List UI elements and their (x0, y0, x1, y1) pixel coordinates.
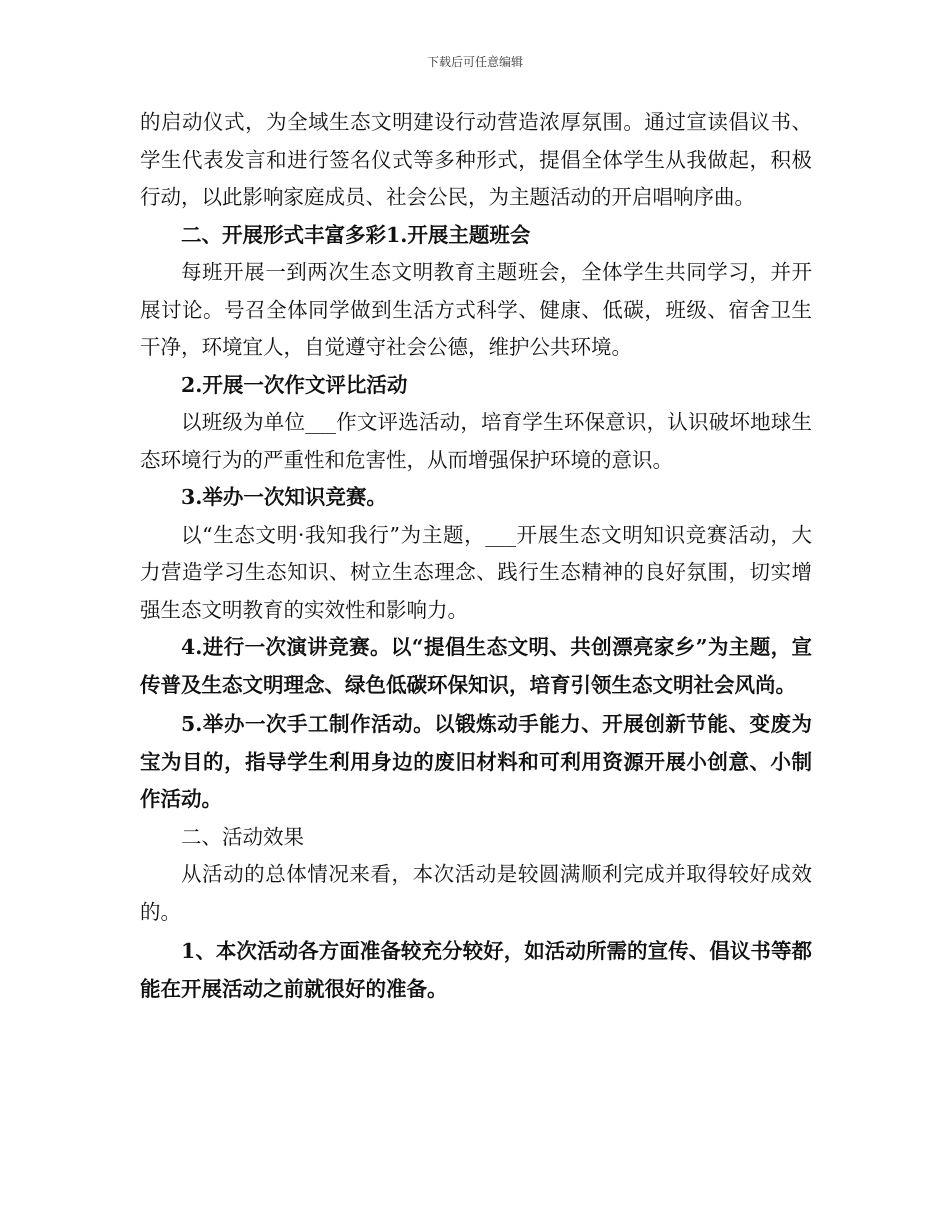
paragraph-handicraft-activity: 5.举办一次手工制作活动。以锻炼动手能力、开展创新节能、变废为宝为目的，指导学生利用身边的废旧材料和可利用资源开展小创意、小制作活动。 (140, 712, 812, 811)
paragraph-class-meeting: 每班开展一到两次生态文明教育主题班会，全体学生共同学习，并开展讨论。号召全体同学做到生活方式科学、健康、低碳，班级、宿舍卫生干净，环境宜人，自觉遵守社会公德，维护公共环境。 (140, 260, 812, 359)
subheading-essay-contest: 2.开展一次作文评比活动 (181, 372, 408, 397)
document-body (140, 104, 812, 1008)
section-heading-forms: 二、开展形式丰富多彩1.开展主题班会 (181, 222, 531, 247)
page-header-note: 下载后可任意编辑 (426, 55, 523, 69)
paragraph-speech-contest: 4.进行一次演讲竞赛。以“提倡生态文明、共创漂亮家乡”为主题，宣传普及生态文明理念、绿色低碳环保知识，培育引领生态文明社会风尚。 (140, 635, 812, 697)
subheading-knowledge-contest: 3.举办一次知识竞赛。 (181, 485, 387, 509)
section-heading-effects: 二、活动效果 (181, 824, 304, 849)
paragraph-knowledge-contest: 以“生态文明·我知我行”为主题，___开展生态文明知识竞赛活动，大力营造学习生态知识、树立生态理念、践行生态精神的良好氛围，切实增强生态文明教育的实效性和影响力。 (140, 522, 812, 622)
paragraph-preparation: 1、本次活动各方面准备较充分较好，如活动所需的宣传、倡议书等都能在开展活动之前就很好的准备。 (140, 939, 812, 1001)
paragraph-opening-ceremony: 的启动仪式，为全域生态文明建设行动营造浓厚氛围。通过宣读倡议书、学生代表发言和进行签名仪式等多种形式，提倡全体学生从我做起，积极行动，以此影响家庭成员、社会公民，为主题活动的开启唱响序曲。 (140, 110, 812, 209)
paragraph-overall-effect: 从活动的总体情况来看，本次活动是较圆满顺利完成并取得较好成效的。 (140, 862, 812, 924)
paragraph-essay-contest: 以班级为单位___作文评选活动，培育学生环保意识，认识破坏地球生态环境行为的严重性和危害性，从而增强保护环境的意识。 (140, 410, 812, 472)
